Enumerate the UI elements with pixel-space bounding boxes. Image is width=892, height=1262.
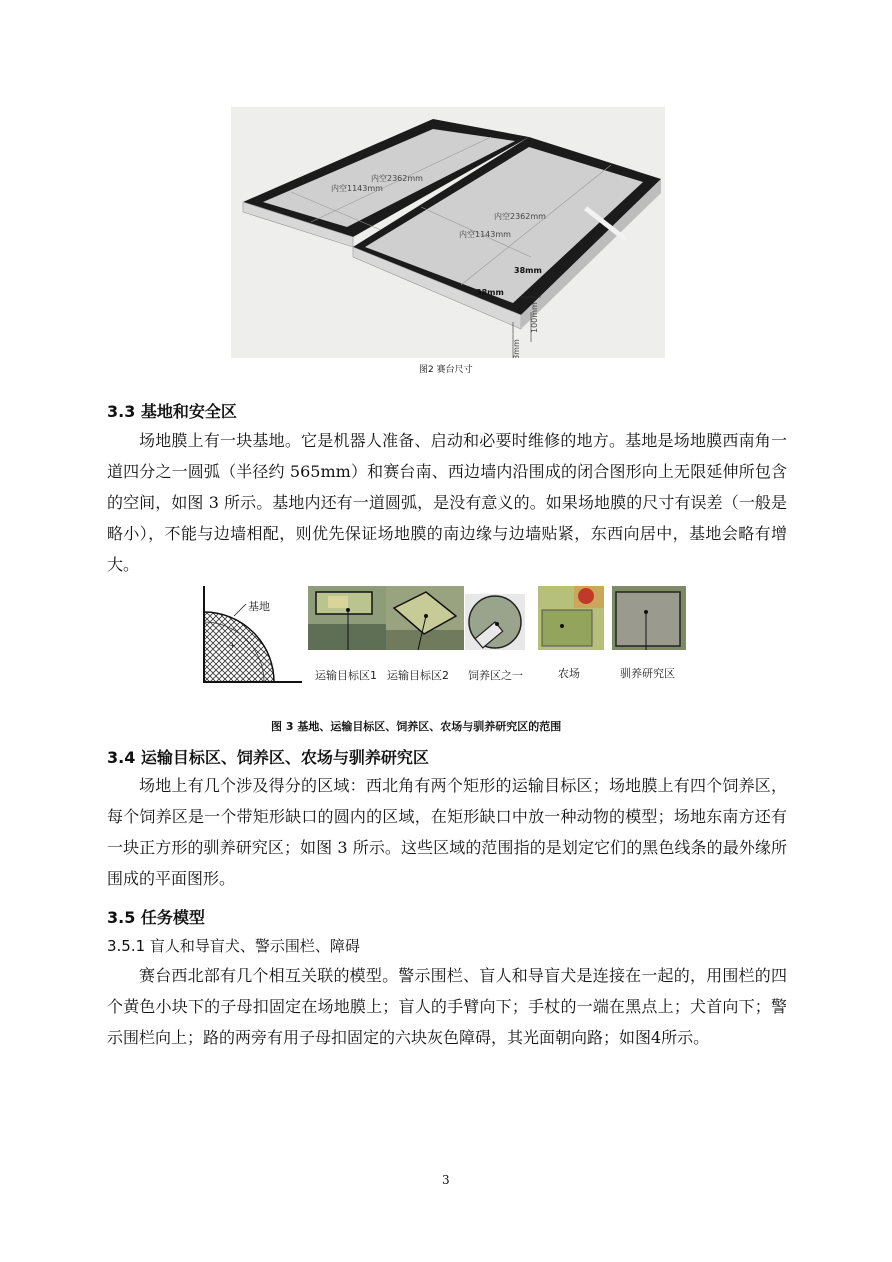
dim-inner-length-a: 内空2362mm <box>371 174 423 183</box>
dim-base: 18mm <box>512 339 521 358</box>
figure-2-image <box>231 107 665 358</box>
section-3-3-paragraph: 场地膜上有一块基地。它是机器人准备、启动和必要时维修的地方。基地是场地膜西南角一道四分之一圆弧（半径约 565mm）和赛台南、西边墙内沿围成的闭合图形向上无限延伸所包含的空间，如图 3 所示。基地内还有一道圆弧，是没有意义的。如果场地膜的尺寸有误差（一般是略小），不能与边墙相配，则优先保证场地膜的南边缘与边墙贴紧，东西向居中，基地会略有增大。 <box>107 431 787 574</box>
base-label: 基地 <box>248 600 270 613</box>
dim-wall-b: 38mm <box>476 288 504 297</box>
section-3-4-title: 3.4 运输目标区、饲养区、农场与驯养研究区 <box>107 748 429 767</box>
svg-text:+: + <box>229 641 236 650</box>
label-domestication-area: 驯养研究区 <box>620 667 675 680</box>
section-3-5-1-title: 3.5.1 盲人和导盲犬、警示围栏、障碍 <box>107 937 360 955</box>
feeding-area-photo <box>465 594 525 650</box>
section-3-5-title: 3.5 任务模型 <box>107 908 205 927</box>
section-3-5-1-paragraph: 赛台西北部有几个相互关联的模型。警示围栏、盲人和导盲犬是连接在一起的，用围栏的四个黄色小块下的子母扣固定在场地膜上；盲人的手臂向下；手杖的一端在黑点上；犬首向下；警示围栏向上；路的两旁有用子母扣固定的六块灰色障碍，其光面朝向路；如图4所示。 <box>107 966 787 1047</box>
page-number: 3 <box>442 1173 450 1187</box>
dim-height: 100mm <box>530 302 539 333</box>
figure-3-caption: 图 3 基地、运输目标区、饲养区、农场与驯养研究区的范围 <box>271 720 562 733</box>
section-3-3-title: 3.3 基地和安全区 <box>107 402 237 421</box>
farm-photo <box>538 586 604 650</box>
figure-3-base-diagram <box>198 586 302 686</box>
transport-target-photo-1 <box>308 586 386 650</box>
figure-2-caption: 图2 赛台尺寸 <box>419 365 473 375</box>
dim-inner-length-b: 内空2362mm <box>494 212 546 221</box>
label-farm: 农场 <box>558 667 580 680</box>
domestication-area-photo <box>612 586 686 650</box>
transport-target-photo-2 <box>386 586 464 650</box>
label-feeding-area: 饲养区之一 <box>468 669 523 682</box>
dim-wall-a: 38mm <box>514 266 542 275</box>
label-transport-target-1: 运输目标区1 <box>315 669 377 682</box>
dim-inner-width-a: 内空1143mm <box>331 184 383 193</box>
stage-drawing <box>231 107 665 358</box>
label-transport-target-2: 运输目标区2 <box>387 669 449 682</box>
section-3-4-paragraph: 场地上有几个涉及得分的区域：西北角有两个矩形的运输目标区；场地膜上有四个饲养区，每个饲养区是一个带矩形缺口的圆内的区域，在矩形缺口中放一种动物的模型；场地东南方还有一块正方形的驯养研究区；如图 3 所示。这些区域的范围指的是划定它们的黑色线条的最外缘所围成的平面图形。 <box>107 776 787 888</box>
dim-inner-width-b: 内空1143mm <box>459 230 511 239</box>
